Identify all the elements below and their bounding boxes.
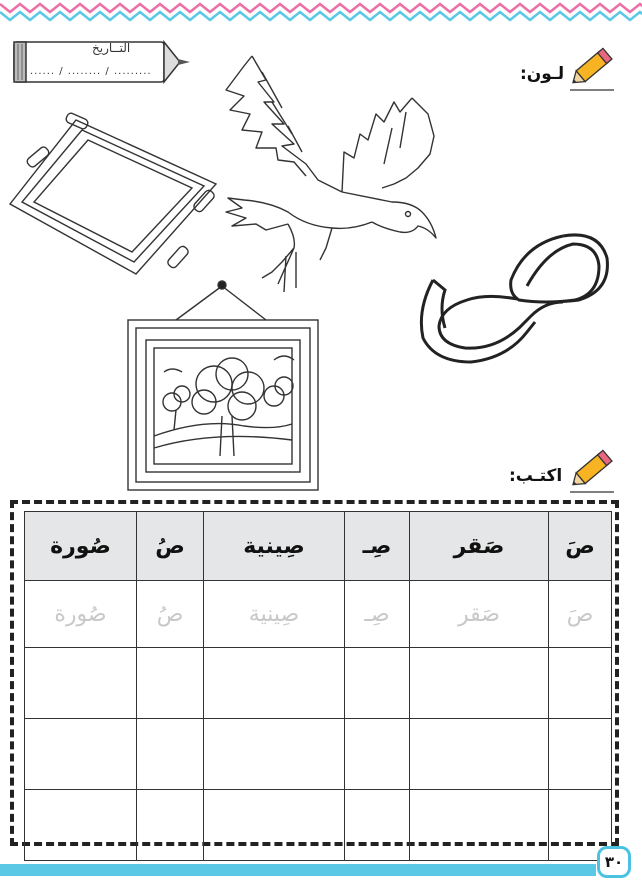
writing-worksheet xyxy=(10,500,619,846)
header-cell: صَ xyxy=(549,512,612,581)
pencil-icon xyxy=(566,446,618,494)
writing-cell[interactable] xyxy=(204,719,345,790)
date-label: التــاريخ xyxy=(92,41,131,55)
trace-cell[interactable]: صَ xyxy=(549,581,612,648)
header-cell: صُورة xyxy=(25,512,137,581)
writing-table xyxy=(24,511,612,861)
color-heading: لـون: xyxy=(520,64,565,84)
write-heading: اكتـب: xyxy=(509,466,563,486)
writing-cell[interactable] xyxy=(410,648,549,719)
trace-cell[interactable]: صَقر xyxy=(410,581,549,648)
trace-cell[interactable]: صُ xyxy=(137,581,204,648)
writing-cell[interactable] xyxy=(137,648,204,719)
big-letter-sad xyxy=(415,220,611,364)
pencil-icon xyxy=(566,44,618,92)
writing-cell[interactable] xyxy=(549,719,612,790)
writing-cell[interactable] xyxy=(137,719,204,790)
header-cell: صِينية xyxy=(204,512,345,581)
zigzag-border xyxy=(0,0,642,22)
trace-cell[interactable]: صُورة xyxy=(25,581,137,648)
writing-cell[interactable] xyxy=(410,719,549,790)
date-field[interactable]: ...... / ........ / ......... xyxy=(30,66,152,77)
trace-row xyxy=(25,581,612,648)
writing-cell[interactable] xyxy=(204,648,345,719)
writing-row xyxy=(25,648,612,719)
tray-image xyxy=(6,112,224,280)
trace-cell[interactable]: صِينية xyxy=(204,581,345,648)
eagle-image xyxy=(222,52,444,297)
table-header-row xyxy=(25,512,612,581)
writing-cell[interactable] xyxy=(345,790,410,861)
trace-cell[interactable]: صِـ xyxy=(345,581,410,648)
page-number: ٣٠ xyxy=(597,846,631,878)
writing-cell[interactable] xyxy=(25,719,137,790)
writing-cell[interactable] xyxy=(25,790,137,861)
header-cell: صِـ xyxy=(345,512,410,581)
writing-row xyxy=(25,719,612,790)
writing-cell[interactable] xyxy=(549,648,612,719)
writing-cell[interactable] xyxy=(204,790,345,861)
writing-row xyxy=(25,790,612,861)
writing-cell[interactable] xyxy=(137,790,204,861)
writing-cell[interactable] xyxy=(345,719,410,790)
footer-bar xyxy=(0,864,596,876)
header-cell: صَقر xyxy=(410,512,549,581)
framed-picture-image xyxy=(124,280,322,492)
writing-cell[interactable] xyxy=(25,648,137,719)
writing-cell[interactable] xyxy=(345,648,410,719)
writing-cell[interactable] xyxy=(410,790,549,861)
header-cell: صُ xyxy=(137,512,204,581)
